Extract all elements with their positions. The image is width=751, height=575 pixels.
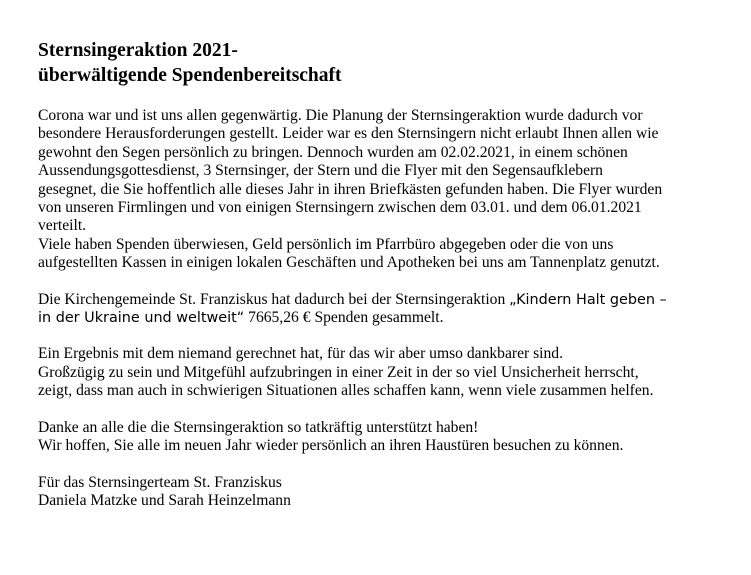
title-line-1: Sternsingeraktion 2021- (38, 40, 238, 61)
text-line: zeigt, dass man auch in schwierigen Situationen alles schaffen kann, wenn viele zusammen helfen. (38, 382, 654, 400)
paragraph-gratitude (38, 345, 738, 400)
signature-line: Für das Sternsingerteam St. Franziskus (38, 473, 282, 491)
text-line: Danke an alle die die Sternsingeraktion so tatkräftig unterstützt haben! (38, 418, 479, 436)
signature-names: Daniela Matzke und Sarah Heinzelmann (38, 491, 291, 509)
text-line: gesegnet, die Sie hoffentlich alle dieses Jahr in ihren Briefkästen gefunden haben. Die Flyer wurden (38, 180, 663, 198)
text-line: Viele haben Spenden überwiesen, Geld persönlich im Pfarrbüro abgegeben oder die von uns (38, 235, 614, 253)
paragraph-intro (38, 107, 738, 273)
document-page (38, 38, 738, 510)
text-line: von unseren Firmlingen und von einigen Sternsingern zwischen dem 03.01. und dem 06.01.2021 (38, 199, 642, 217)
paragraph-thanks (38, 419, 738, 456)
donation-amount-text: 7665,26 € Spenden gesammelt. (244, 309, 444, 327)
text-line (38, 309, 738, 327)
text-line: verteilt. (38, 217, 87, 235)
text-line: Corona war und ist uns allen gegenwärtig. Die Planung der Sternsingeraktion wurde dadurch vor (38, 107, 643, 124)
title-line-2: überwältigende Spendenbereitschaft (38, 65, 342, 86)
text-line: Wir hoffen, Sie alle im neuen Jahr wieder persönlich an ihren Haustüren besuchen zu können. (38, 437, 624, 455)
text-line: Aussendungsgottesdienst, 3 Sternsinger, der Stern und die Flyer mit den Segensaufklebern (38, 162, 603, 180)
text-line: aufgestellten Kassen in einigen lokalen Geschäften und Apotheken bei uns am Tannenplatz genutzt. (38, 254, 660, 272)
campaign-name-part-2: in der Ukraine und weltweit“ (38, 310, 245, 327)
paragraph-donation-result (38, 291, 738, 328)
campaign-name-part-1: „Kindern Halt geben – (509, 291, 667, 308)
text-segment: Die Kirchengemeinde St. Franziskus hat dadurch bei der Sternsingeraktion (38, 290, 510, 308)
document-title (38, 38, 738, 88)
text-line: besondere Herausforderungen gestellt. Leider war es den Sternsingern nicht erlaubt Ihnen allen wie (38, 125, 659, 143)
text-line: Ein Ergebnis mit dem niemand gerechnet hat, für das wir aber umso dankbarer sind. (38, 345, 563, 363)
signature (38, 474, 738, 511)
text-line: gewohnt den Segen persönlich zu bringen. Dennoch wurden am 02.02.2021, in einem schönen (38, 143, 628, 161)
text-line (38, 291, 738, 309)
text-line: Großzügig zu sein und Mitgefühl aufzubringen in einer Zeit in der so viel Unsicherheit herrscht, (38, 363, 639, 381)
